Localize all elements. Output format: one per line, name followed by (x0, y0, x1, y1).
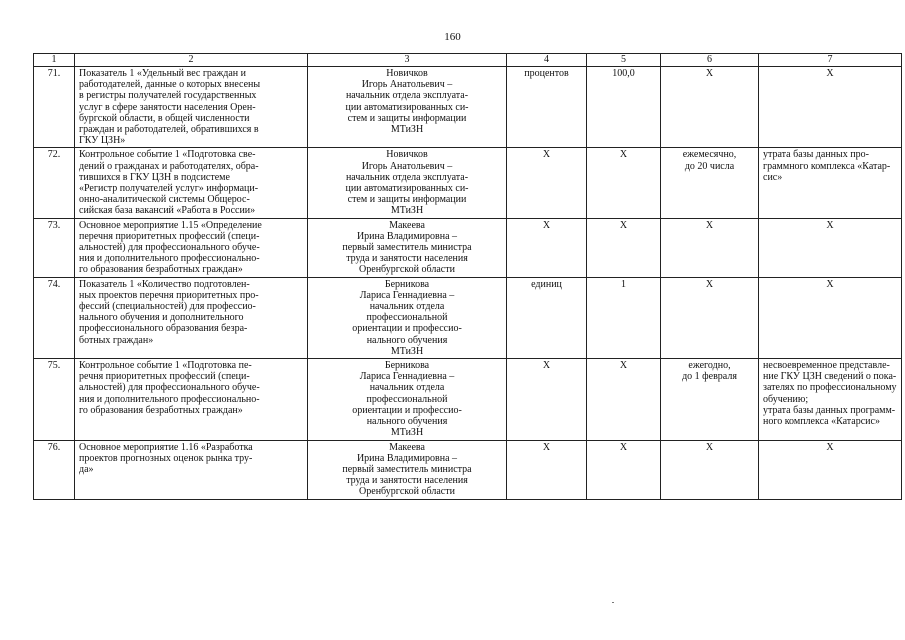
responsible-person-line: Макеева (389, 219, 425, 231)
measure-name-line: ботных граждан» (79, 334, 154, 346)
risk-cell (759, 218, 902, 277)
table-row (34, 218, 902, 277)
measure-name-line: да» (79, 463, 94, 475)
column-number-cell: 5 (587, 54, 661, 67)
row-number: 71. (34, 67, 75, 148)
measure-name-line: сийская база вакансий «Работа в России» (79, 205, 256, 217)
risk-line: Х (826, 68, 834, 79)
column-number-cell: 1 (34, 54, 75, 67)
measure-name-line: го образования безработных граждан» (79, 404, 243, 416)
period-cell (661, 148, 759, 218)
table-row (34, 277, 902, 358)
risk-cell (759, 148, 902, 218)
period-cell (661, 359, 759, 440)
responsible-person-line: Ирина Владимировна – (356, 230, 458, 242)
responsible-person-cell (308, 218, 507, 277)
responsible-person-cell (308, 440, 507, 499)
period-line: до 1 февраля (682, 371, 737, 383)
responsible-person-line: Макеева (389, 441, 425, 453)
responsible-person-line: Новичков (386, 68, 428, 79)
measure-name-line: Показатель 1 «Количество подготовлен- (79, 278, 250, 290)
measure-name-line: перечня приоритетных профессий (специ- (79, 230, 260, 242)
responsible-person-line: Игорь Анатольевич – (361, 160, 453, 172)
period-line: Х (705, 441, 714, 453)
measure-name-line: Основное мероприятие 1.16 «Разработка (79, 441, 253, 453)
responsible-person-line: Новичков (386, 149, 428, 161)
value-cell: Х (587, 440, 661, 499)
measure-name-line: ных проектов перечня приоритетных про- (79, 289, 259, 301)
row-number: 73. (34, 218, 75, 277)
risk-line: Х (826, 278, 834, 290)
responsible-person-cell (308, 359, 507, 440)
table-row (34, 148, 902, 218)
measure-name-cell (75, 440, 308, 499)
risk-line: ние ГКУ ЦЗН сведений о пока- (763, 371, 897, 383)
responsible-person-cell (308, 277, 507, 358)
measure-name-line: профессионального образования безра- (79, 323, 248, 335)
risk-cell (759, 277, 902, 358)
table-row (34, 359, 902, 440)
responsible-person-line: Берникова (384, 278, 430, 290)
row-number: 74. (34, 277, 75, 358)
table-row (34, 440, 902, 499)
period-line: Х (705, 219, 714, 231)
responsible-person-line: ции автоматизированных си- (345, 183, 469, 195)
unit-cell: Х (507, 148, 587, 218)
table-body (34, 54, 902, 500)
measure-name-line: Основное мероприятие 1.15 «Определение (79, 219, 262, 231)
row-number: 75. (34, 359, 75, 440)
period-line: Х (705, 68, 714, 79)
risk-line: ного комплекса «Катарсис» (763, 416, 880, 428)
risk-cell (759, 67, 902, 148)
column-number-cell: 7 (759, 54, 902, 67)
measure-name-line: ГКУ ЦЗН» (79, 135, 126, 147)
responsible-person-line: начальник отдела (369, 382, 445, 394)
responsible-person-line: профессиональной (366, 312, 448, 324)
measure-name-cell (75, 218, 308, 277)
measure-name-line: альностей) для профессионального обуче- (79, 242, 260, 254)
measure-name-line: тившихся в ГКУ ЦЗН в подсистеме (79, 171, 230, 183)
measure-name-line: работодателей, данные о которых внесены (79, 79, 261, 91)
responsible-person-line: ции автоматизированных си- (345, 101, 469, 113)
column-number-row (34, 54, 902, 67)
period-line: ежемесячно, (682, 149, 737, 161)
row-number: 72. (34, 148, 75, 218)
unit-cell: Х (507, 218, 587, 277)
measure-name-line: «Регистр получателей услуг» информаци- (79, 183, 259, 195)
responsible-person-line: Лариса Геннадиевна – (359, 289, 455, 301)
period-line: Х (705, 278, 714, 290)
measure-name-line: альностей) для профессионального обуче- (79, 382, 260, 394)
risk-line: обучению; (763, 393, 809, 405)
responsible-person-line: ориентации и профессио- (352, 323, 462, 335)
responsible-person-line: Лариса Геннадиевна – (359, 371, 455, 383)
table-row (34, 67, 902, 148)
risk-line: утрата базы данных программ- (763, 404, 896, 416)
column-number-cell: 6 (661, 54, 759, 67)
responsible-person-line: МТиЗН (390, 427, 424, 439)
period-cell (661, 277, 759, 358)
measure-name-line: бургской области, в общей численности (79, 112, 250, 124)
responsible-person-line: МТиЗН (390, 205, 424, 217)
responsible-person-line: начальник отдела эксплуата- (345, 171, 469, 183)
value-cell: Х (587, 218, 661, 277)
risk-line: утрата базы данных про- (763, 149, 869, 161)
unit-cell: Х (507, 440, 587, 499)
page-number: 160 (444, 31, 461, 43)
period-cell (661, 67, 759, 148)
value-cell: Х (587, 148, 661, 218)
measure-name-line: проектов прогнозных оценок рынка тру- (79, 452, 253, 464)
period-line: ежегодно, (688, 360, 731, 372)
responsible-person-line: труда и занятости населения (346, 475, 468, 487)
measure-name-line: дений о гражданах и работодателях, обра- (79, 160, 259, 172)
responsible-person-line: труда и занятости населения (346, 253, 468, 265)
measure-name-line: фессий (специальностей) для профессио- (79, 301, 256, 313)
data-table (33, 53, 902, 500)
measure-name-line: в регистры получателей государственных (79, 90, 257, 102)
responsible-person-line: МТиЗН (390, 345, 424, 357)
column-number-cell: 4 (507, 54, 587, 67)
measure-name-line: услуг в сфере занятости населения Орен- (79, 101, 256, 113)
risk-line: несвоевременное представле- (763, 360, 890, 372)
measure-name-cell (75, 148, 308, 218)
measure-name-line: Показатель 1 «Удельный вес граждан и (79, 68, 247, 79)
measure-name-line: Контрольное событие 1 «Подготовка све- (79, 149, 256, 161)
risk-line: зателях по профессиональному (763, 382, 897, 394)
responsible-person-line: первый заместитель министра (342, 242, 472, 254)
value-cell: 100,0 (587, 67, 661, 148)
value-cell: Х (587, 359, 661, 440)
responsible-person-line: Берникова (384, 360, 430, 372)
unit-cell: Х (507, 359, 587, 440)
responsible-person-line: начальник отдела (369, 301, 445, 313)
measure-name-cell (75, 277, 308, 358)
responsible-person-line: профессиональной (366, 393, 448, 405)
scan-speck (612, 602, 614, 603)
measure-name-cell (75, 67, 308, 148)
period-line: до 20 числа (684, 160, 735, 172)
measure-name-line: онно-аналитической системы Общерос- (79, 194, 250, 206)
risk-line: сис» (763, 171, 783, 183)
value-cell: 1 (587, 277, 661, 358)
risk-cell (759, 440, 902, 499)
responsible-person-line: Игорь Анатольевич – (361, 79, 453, 91)
responsible-person-line: стем и защиты информации (347, 112, 467, 124)
responsible-person-line: Ирина Владимировна – (356, 452, 458, 464)
period-cell (661, 440, 759, 499)
measure-name-line: го образования безработных граждан» (79, 264, 243, 276)
measure-name-cell (75, 359, 308, 440)
responsible-person-line: МТиЗН (390, 124, 424, 136)
measure-name-line: Контрольное событие 1 «Подготовка пе- (79, 360, 252, 372)
responsible-person-line: нального обучения (366, 416, 448, 428)
unit-cell: процентов (507, 67, 587, 148)
unit-cell: единиц (507, 277, 587, 358)
measure-name-line: ния и дополнительного профессионально- (79, 253, 260, 265)
measure-name-line: граждан и работодателей, обратившихся в (79, 124, 259, 136)
responsible-person-line: нального обучения (366, 334, 448, 346)
column-number-cell: 3 (308, 54, 507, 67)
column-number-cell: 2 (75, 54, 308, 67)
period-cell (661, 218, 759, 277)
risk-line: Х (826, 441, 834, 453)
responsible-person-cell (308, 67, 507, 148)
measure-name-line: нального обучения и дополнительного (79, 312, 244, 324)
responsible-person-line: Оренбургской области (359, 264, 455, 276)
responsible-person-line: начальник отдела эксплуата- (345, 90, 469, 102)
responsible-person-line: стем и защиты информации (347, 194, 467, 206)
responsible-person-cell (308, 148, 507, 218)
measure-name-line: речня приоритетных профессий (специ- (79, 371, 250, 383)
responsible-person-line: ориентации и профессио- (352, 404, 462, 416)
risk-cell (759, 359, 902, 440)
risk-line: Х (826, 219, 834, 231)
responsible-person-line: первый заместитель министра (342, 463, 472, 475)
row-number: 76. (34, 440, 75, 499)
measure-name-line: ния и дополнительного профессионально- (79, 393, 260, 405)
risk-line: граммного комплекса «Катар- (763, 160, 891, 172)
responsible-person-line: Оренбургской области (359, 486, 455, 498)
